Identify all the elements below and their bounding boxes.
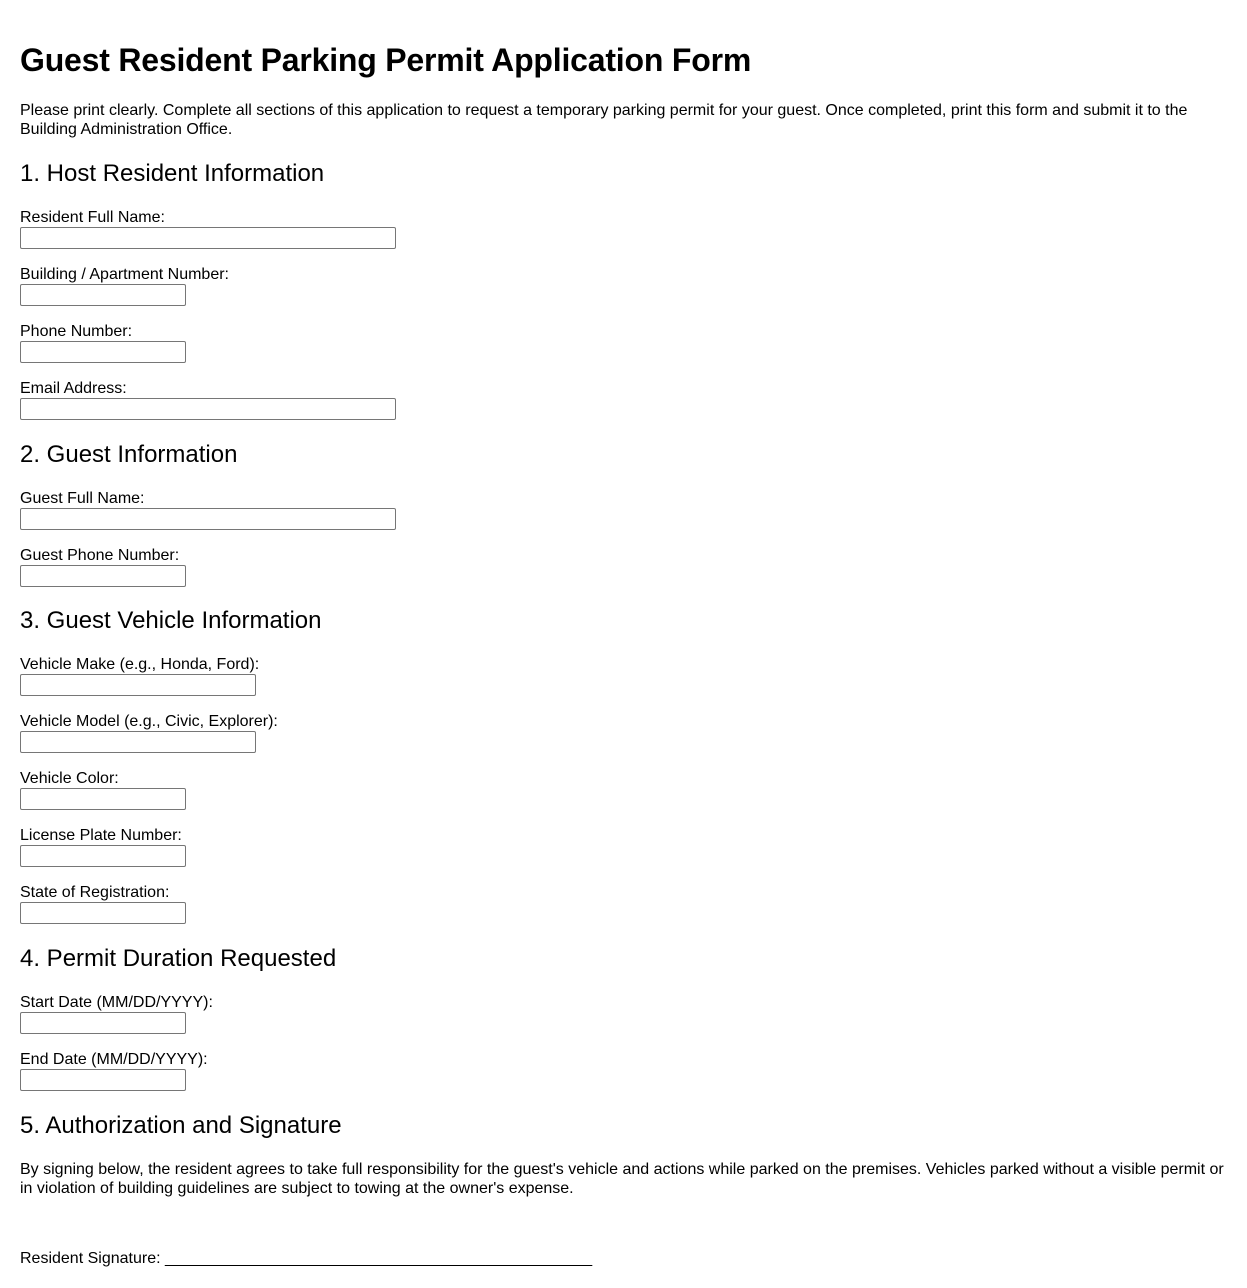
- guest-name-input[interactable]: [20, 508, 396, 530]
- guest-phone-field: [20, 546, 186, 587]
- guest-phone-label: Guest Phone Number:: [20, 547, 180, 564]
- apartment-number-label: Building / Apartment Number:: [20, 266, 229, 283]
- vehicle-model-label: Vehicle Model (e.g., Civic, Explorer):: [20, 713, 278, 730]
- registration-state-label: State of Registration:: [20, 884, 170, 901]
- registration-state-input[interactable]: [20, 902, 186, 924]
- page-title: Guest Resident Parking Permit Application Form: [20, 42, 752, 78]
- intro-text: Please print clearly. Complete all sections of this application to request a temporary parking permit for your guest. Once completed, print this form and submit it to the Building Administration Office.: [20, 102, 1188, 138]
- email-address-input[interactable]: [20, 398, 396, 420]
- phone-number-input[interactable]: [20, 341, 186, 363]
- resident-signature-line: Resident Signature: ________________________________________________: [20, 1250, 593, 1267]
- vehicle-color-field: [20, 769, 186, 810]
- vehicle-model-input[interactable]: [20, 731, 256, 753]
- license-plate-input[interactable]: [20, 845, 186, 867]
- start-date-input[interactable]: [20, 1012, 186, 1034]
- guest-name-field: [20, 489, 396, 530]
- resident-name-label: Resident Full Name:: [20, 209, 165, 226]
- apartment-number-field: [20, 265, 229, 306]
- registration-state-field: [20, 883, 186, 924]
- guest-phone-input[interactable]: [20, 565, 186, 587]
- email-address-field: [20, 379, 396, 420]
- apartment-number-input[interactable]: [20, 284, 186, 306]
- section-heading-vehicle: 3. Guest Vehicle Information: [20, 607, 322, 634]
- license-plate-field: [20, 826, 186, 867]
- start-date-field: [20, 993, 213, 1034]
- vehicle-color-label: Vehicle Color:: [20, 770, 119, 787]
- license-plate-label: License Plate Number:: [20, 827, 182, 844]
- start-date-label: Start Date (MM/DD/YYYY):: [20, 994, 213, 1011]
- end-date-label: End Date (MM/DD/YYYY):: [20, 1051, 208, 1068]
- end-date-field: [20, 1050, 208, 1091]
- vehicle-make-input[interactable]: [20, 674, 256, 696]
- authorization-terms: By signing below, the resident agrees to take full responsibility for the guest's vehicle and actions while parked on the premises. Vehicles parked without a visible permit or in violation of building guidelines are subject to towing at the owner's expense.: [20, 1161, 1224, 1197]
- resident-name-field: [20, 208, 396, 249]
- phone-number-label: Phone Number:: [20, 323, 133, 340]
- section-heading-host: 1. Host Resident Information: [20, 160, 325, 187]
- section-heading-guest: 2. Guest Information: [20, 441, 238, 468]
- vehicle-make-field: [20, 655, 259, 696]
- section-heading-duration: 4. Permit Duration Requested: [20, 945, 337, 972]
- email-address-label: Email Address:: [20, 380, 127, 397]
- vehicle-model-field: [20, 712, 278, 753]
- end-date-input[interactable]: [20, 1069, 186, 1091]
- guest-name-label: Guest Full Name:: [20, 490, 145, 507]
- phone-number-field: [20, 322, 186, 363]
- vehicle-make-label: Vehicle Make (e.g., Honda, Ford):: [20, 656, 260, 673]
- vehicle-color-input[interactable]: [20, 788, 186, 810]
- resident-name-input[interactable]: [20, 227, 396, 249]
- section-heading-authorization: 5. Authorization and Signature: [20, 1112, 342, 1139]
